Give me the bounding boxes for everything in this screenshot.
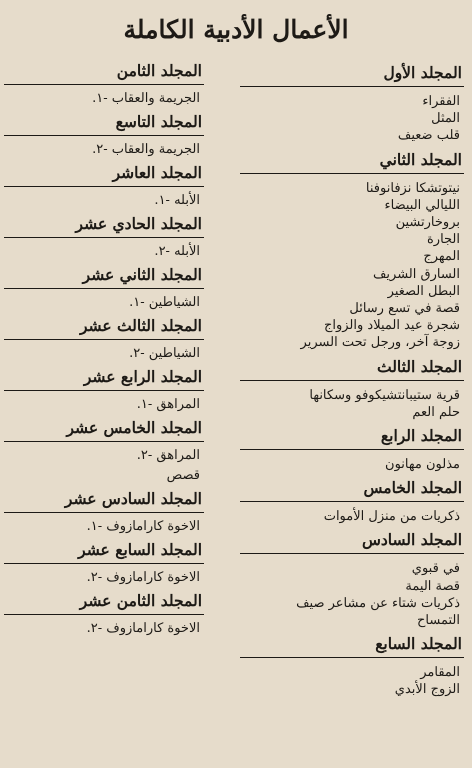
work-list bbox=[240, 664, 464, 698]
work-title: الاخوة كارامازوف -٢. bbox=[86, 621, 200, 636]
work-list bbox=[4, 395, 204, 415]
work-title: قصة اليمة bbox=[405, 578, 460, 594]
work-title: نيتوتشكا نزفانوفنا bbox=[365, 180, 460, 196]
volume-heading: المجلد التاسع bbox=[4, 111, 204, 136]
work-title: الزوج الأبدي bbox=[394, 682, 460, 698]
work-title: الجريمة والعقاب -١. bbox=[92, 91, 200, 106]
work-title: الشياطين -١. bbox=[129, 295, 200, 310]
volume-heading: المجلد السابع bbox=[240, 633, 464, 658]
work-list bbox=[4, 191, 204, 211]
work-title: البطل الصغير bbox=[387, 283, 460, 299]
volume-heading: المجلد العاشر bbox=[4, 162, 204, 187]
volume-heading: المجلد الثاني عشر bbox=[4, 264, 204, 289]
volume-heading: المجلد الأول bbox=[240, 62, 464, 87]
work-list bbox=[240, 93, 464, 145]
work-list bbox=[4, 619, 204, 639]
work-list bbox=[4, 89, 204, 109]
volume-section bbox=[4, 264, 204, 313]
work-list bbox=[4, 568, 204, 588]
volume-heading: المجلد السادس bbox=[240, 529, 464, 554]
work-list bbox=[240, 508, 464, 525]
volume-heading: المجلد الرابع عشر bbox=[4, 366, 204, 391]
work-title: المراهق -١. bbox=[136, 397, 200, 412]
work-title: زوجة آخر، ورجل تحت السرير bbox=[300, 335, 460, 351]
volume-section bbox=[240, 356, 464, 421]
work-title: الفقراء bbox=[422, 94, 460, 109]
volume-section bbox=[4, 111, 204, 160]
volume-heading: المجلد الثاني bbox=[240, 149, 464, 174]
work-title: ذكريات من منزل الأموات bbox=[323, 509, 460, 525]
work-title: الجارة bbox=[426, 232, 460, 248]
work-title: المقامر bbox=[420, 665, 460, 681]
work-title: شجرة عيد الميلاد والزواج bbox=[323, 318, 460, 334]
work-title: الأبله -٢. bbox=[154, 244, 200, 259]
volume-section bbox=[4, 488, 204, 537]
work-list bbox=[4, 242, 204, 262]
work-title: في قبوي bbox=[411, 561, 460, 577]
page-title: الأعمال الأدبية الكاملة bbox=[123, 15, 349, 44]
work-list bbox=[240, 387, 464, 421]
volume-heading: المجلد السادس عشر bbox=[4, 488, 204, 513]
work-title: قلب ضعيف bbox=[397, 128, 460, 144]
work-title: الشياطين -٢. bbox=[129, 346, 200, 361]
work-title: الاخوة كارامازوف -٢. bbox=[86, 570, 200, 585]
left-column bbox=[4, 58, 204, 639]
volume-heading: المجلد السابع عشر bbox=[4, 539, 204, 564]
volume-section bbox=[240, 529, 464, 629]
work-list bbox=[4, 517, 204, 537]
work-title: الاخوة كارامازوف -١. bbox=[86, 519, 200, 534]
work-list bbox=[240, 456, 464, 473]
work-title: المراهق -٢. bbox=[136, 448, 200, 463]
volume-heading: المجلد الخامس عشر bbox=[4, 417, 204, 442]
work-list bbox=[4, 140, 204, 160]
work-title: الأبله -١. bbox=[154, 193, 200, 208]
volume-section bbox=[240, 633, 464, 698]
right-column bbox=[240, 58, 464, 699]
work-title: حلم العم bbox=[412, 404, 460, 420]
volume-section bbox=[4, 213, 204, 262]
work-title: قرية ستيبانتشيكوفو وسكانها bbox=[309, 387, 460, 403]
volume-section bbox=[4, 162, 204, 211]
work-title: بروخارتشين bbox=[395, 215, 460, 231]
volume-section bbox=[240, 477, 464, 525]
work-title: الليالي البيضاء bbox=[384, 197, 460, 213]
volume-heading: المجلد الخامس bbox=[240, 477, 464, 502]
volume-heading: المجلد الحادي عشر bbox=[4, 213, 204, 238]
volume-heading: المجلد الثامن عشر bbox=[4, 590, 204, 615]
work-title: الجريمة والعقاب -٢. bbox=[92, 142, 200, 157]
work-title: مذلون مهانون bbox=[385, 457, 460, 473]
volume-section bbox=[4, 539, 204, 588]
work-title: التمساح bbox=[417, 613, 460, 629]
work-list bbox=[4, 446, 204, 486]
volume-heading: المجلد الثامن bbox=[4, 60, 204, 85]
work-list bbox=[4, 293, 204, 313]
work-title: السارق الشريف bbox=[372, 266, 460, 282]
work-list bbox=[4, 344, 204, 364]
work-title: قصص bbox=[166, 468, 200, 483]
volume-section bbox=[4, 315, 204, 364]
volume-heading: المجلد الثالث عشر bbox=[4, 315, 204, 340]
work-title: المهرج bbox=[423, 249, 460, 265]
volume-section bbox=[240, 149, 464, 352]
work-title: قصة في تسع رسائل bbox=[349, 301, 460, 317]
volume-section bbox=[4, 60, 204, 109]
volume-section bbox=[4, 366, 204, 415]
volume-section bbox=[4, 417, 204, 486]
volume-section bbox=[240, 62, 464, 145]
volume-heading: المجلد الرابع bbox=[240, 425, 464, 450]
volume-heading: المجلد الثالث bbox=[240, 356, 464, 381]
volume-section bbox=[240, 425, 464, 473]
work-list bbox=[240, 180, 464, 352]
work-title: المثل bbox=[431, 111, 460, 127]
work-title: ذكريات شتاء عن مشاعر صيف bbox=[296, 595, 460, 611]
volume-section bbox=[4, 590, 204, 639]
work-list bbox=[240, 560, 464, 629]
